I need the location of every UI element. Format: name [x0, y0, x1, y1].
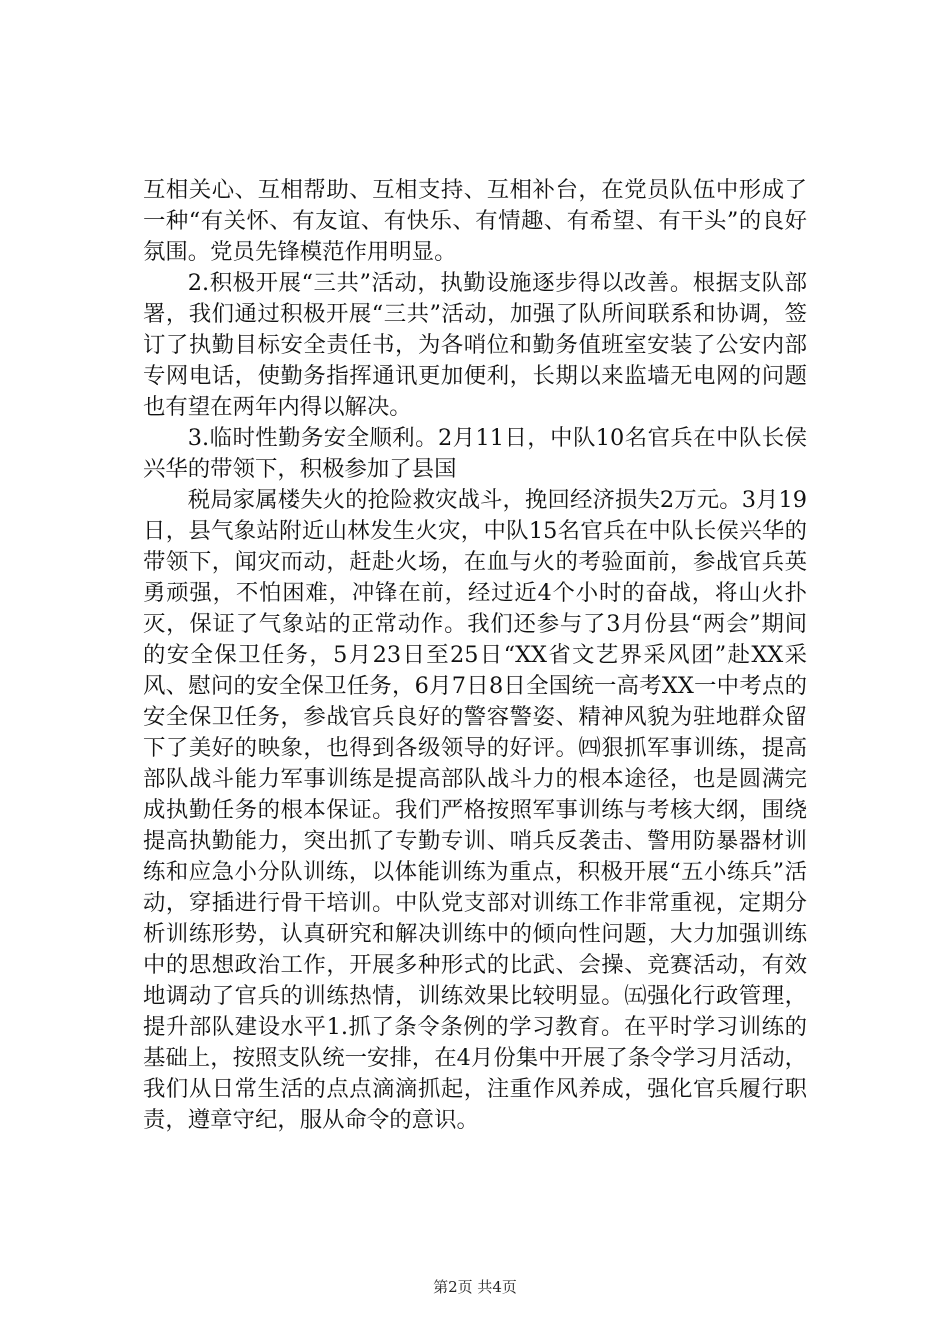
paragraph-3: 3.临时性勤务安全顺利。2月11日，中队10名官兵在中队长侯兴华的带领下，积极参加了县国: [143, 425, 807, 482]
paragraph-4: 税局家属楼失火的抢险救灾战斗，挽回经济损失2万元。3月19日，县气象站附近山林发生火灾，中队15名官兵在中队长侯兴华的带领下，闻灾而动，赶赴火场，在血与火的考验面前，参战官兵英勇顽强，不怕困难，冲锋在前，经过近4个小时的奋战，将山火扑灭，保证了气象站的正常动作。我们还参与了3月份县“两会”期间的安全保卫任务，5月23日至25日“XX省文艺界采风团”赴XX采风、慰问的安全保卫任务，6月7日8日全国统一高考XX一中考点的安全保卫任务，参战官兵良好的警容警姿、精神风貌为驻地群众留下了美好的映象，也得到各级领导的好评。㈣狠抓军事训练，提高部队战斗能力军事训练是提高部队战斗力的根本途径，也是圆满完成执勤任务的根本保证。我们严格按照军事训练与考核大纲，围绕提高执勤能力，突出抓了专勤专训、哨兵反袭击、警用防暴器材训练和应急小分队训练，以体能训练为重点，积极开展“五小练兵”活动，穿插进行骨干培训。中队党支部对训练工作非常重视，定期分析训练形势，认真研究和解决训练中的倾向性问题，大力加强训练中的思想政治工作，开展多种形式的比武、会操、竞赛活动，有效地调动了官兵的训练热情，训练效果比较明显。㈤强化行政管理，提升部队建设水平1.抓了条令条例的学习教育。在平时学习训练的基础上，按照支队统一安排，在4月份集中开展了条令学习月活动，我们从日常生活的点点滴滴抓起，注重作风养成，强化官兵履行职责，遵章守纪，服从命令的意识。: [143, 487, 807, 1133]
paragraph-1: 互相关心、互相帮助、互相支持、互相补台，在党员队伍中形成了一种“有关怀、有友谊、有快乐、有情趣、有希望、有干头”的良好氛围。党员先锋模范作用明显。: [143, 177, 807, 265]
page-number-footer: 第2页 共4页: [433, 1278, 517, 1296]
paragraph-2: 2.积极开展“三共”活动，执勤设施逐步得以改善。根据支队部署，我们通过积极开展“三共”活动，加强了队所间联系和协调，签订了执勤目标安全责任书，为各哨位和勤务值班室安装了公安内部专网电话，使勤务指挥通讯更加便利，长期以来监墙无电网的问题也有望在两年内得以解决。: [143, 270, 807, 420]
document-body: [143, 175, 807, 1136]
